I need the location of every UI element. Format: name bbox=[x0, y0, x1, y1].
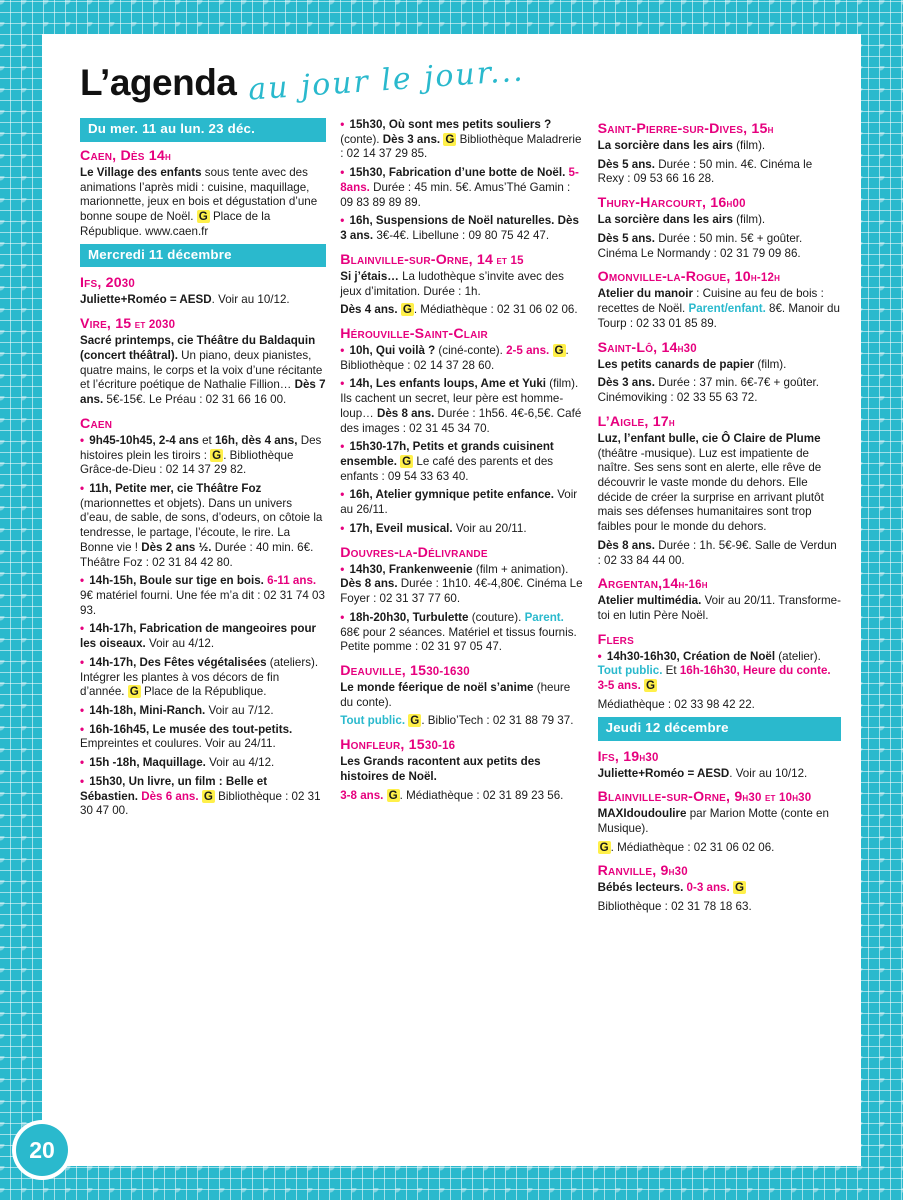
entry-petits-canards-papier bbox=[598, 358, 841, 373]
entry-sorciere-dans-les-airs-spd bbox=[598, 139, 841, 154]
entry-contact: 3€-4€. Libellune : 09 80 75 42 47. bbox=[373, 229, 550, 243]
entry-text: et bbox=[198, 433, 215, 447]
entry-title: 14h, Les enfants loups, Ame et Yuki bbox=[349, 377, 547, 391]
free-badge: G bbox=[402, 455, 412, 468]
entry-village-enfants bbox=[80, 166, 326, 240]
entry-title: Atelier du manoir bbox=[597, 287, 693, 301]
city-ifs-jeudi: Ifs, 19h30 bbox=[597, 748, 659, 765]
entry-text: (ciné-conte). bbox=[435, 343, 507, 357]
entry-petits-canards-info bbox=[598, 376, 841, 405]
entry-text: Voir au 20/11. Transforme-toi en lutin Père Noël. bbox=[597, 594, 841, 622]
entry-contact: 9€ matériel fourni. Une fée m’a dit : 02 31 74 03 93. bbox=[80, 588, 325, 617]
hour-extra: -16 bbox=[684, 579, 702, 592]
date-band-mercredi-11: Mercredi 11 décembre bbox=[80, 244, 326, 268]
entry-title: Juliette+Roméo = AESD bbox=[597, 766, 730, 780]
city-saint-pierre-sur-dives: Saint-Pierre-sur-Dives, 15h bbox=[597, 121, 774, 137]
hour-minutes: 30 bbox=[674, 866, 688, 879]
city-label: Ranville, 9 bbox=[597, 863, 669, 880]
entry-contact: Le café des parents et des enfants : 09 54 33 63 40. bbox=[340, 455, 554, 483]
entry-title: Atelier multimédia. bbox=[597, 594, 702, 608]
page-number: 20 bbox=[16, 1124, 68, 1176]
entry-petits-grands-cuisinent bbox=[340, 440, 583, 484]
free-badge: G bbox=[734, 881, 744, 895]
city-blainville-jeudi: Blainville-sur-Orne, 9h30 et 10h30 bbox=[597, 789, 812, 806]
column-3 bbox=[598, 118, 841, 1144]
city-vire bbox=[80, 315, 326, 333]
city-caen-range bbox=[80, 147, 326, 165]
entry-contact: Durée : 1h10. 4€-4,80€. Cinéma Le Foyer : 02 31 37 77 60. bbox=[340, 577, 583, 606]
entry-title-2: 16h-16h30, Heure du conte. bbox=[679, 664, 831, 678]
entry-contact: Médiathèque : 02 33 98 42 22. bbox=[597, 697, 755, 711]
entry-age: Dès 8 ans. bbox=[376, 406, 435, 420]
entry-text: par Marion Motte (conte en Musique). bbox=[597, 807, 829, 835]
entry-title: Si j’étais… bbox=[340, 269, 399, 283]
city-label: Thury-Harcourt, 16 bbox=[597, 195, 727, 212]
entry-title: Le Village des enfants bbox=[80, 165, 202, 179]
entry-time-age-2: 16h, dès 4 ans, bbox=[214, 433, 298, 447]
entry-title: MAXIdoudoulire bbox=[597, 807, 687, 821]
entry-text: Voir au 7/12. bbox=[205, 704, 274, 717]
entry-suspensions-noel bbox=[340, 214, 583, 243]
entry-mini-ranch bbox=[80, 704, 326, 719]
page-header bbox=[80, 53, 526, 108]
entry-text: Voir au 4/12. bbox=[205, 756, 275, 770]
entry-title: 14h-17h, Fabrication de mangeoires pour les oiseaux. bbox=[80, 622, 317, 651]
entry-text: (film). Ils cachent un secret, leur père est homme-loup… bbox=[340, 377, 579, 420]
entry-title: 11h, Petite mer, cie Théâtre Foz bbox=[89, 481, 262, 495]
column-1 bbox=[80, 118, 326, 1144]
entry-contact: . Médiathèque : 02 31 06 02 06. bbox=[610, 840, 775, 854]
city-label: Saint-Lô, 14 bbox=[597, 339, 678, 356]
entry-si-jetais bbox=[340, 270, 583, 299]
hour-extra: 30-16 bbox=[426, 665, 457, 678]
entry-sorciere-spd-info bbox=[598, 158, 841, 187]
city-label: Honfleur, 15 bbox=[340, 737, 425, 754]
entry-atelier-du-manoir bbox=[598, 287, 841, 331]
city-flers: Flers bbox=[597, 631, 634, 648]
entry-histoires-tiroirs bbox=[80, 434, 326, 478]
entry-title: 10h, Qui voilà ? bbox=[349, 343, 436, 357]
entry-text: (film). bbox=[754, 357, 787, 371]
entry-title: 14h30, Frankenweenie bbox=[349, 562, 473, 576]
entry-botte-de-noel bbox=[340, 166, 583, 210]
free-badge: G bbox=[212, 448, 222, 462]
entry-title: La sorcière dans les airs bbox=[597, 139, 733, 153]
city-argentan: Argentan,14h-16h bbox=[597, 576, 708, 593]
agenda-columns bbox=[80, 118, 841, 1144]
hour-minutes: 30 bbox=[162, 319, 176, 332]
entry-text: : Cuisine au feu de bois : recettes de Noël. bbox=[597, 287, 824, 316]
city-laigle: L’Aigle, 17h bbox=[597, 413, 675, 430]
entry-atelier-gymnique bbox=[340, 488, 583, 517]
entry-qui-voila bbox=[340, 344, 583, 373]
city-ifs bbox=[80, 274, 326, 292]
entry-title: Les Grands racontent aux petits des histoires de Noël. bbox=[340, 755, 541, 783]
city-label: Ifs, 20 bbox=[80, 275, 122, 292]
entry-mangeoires bbox=[80, 622, 326, 651]
entry-contact: 68€ pour 2 séances. Matériel et tissus fournis. Petite pomme : 02 31 97 05 47. bbox=[340, 625, 577, 654]
entry-atelier-multimedia bbox=[598, 594, 841, 623]
entry-contact: Durée : 1h. 5€-9€. Salle de Verdun : 02 33 84 44 00. bbox=[597, 538, 837, 567]
free-badge: G bbox=[599, 840, 609, 854]
entry-audience: Parent/enfant. bbox=[688, 302, 766, 316]
city-label: Saint-Pierre-sur-Dives, 15 bbox=[597, 121, 768, 137]
entry-text: (film + animation). bbox=[472, 562, 569, 576]
entry-age: Dès 8 ans. bbox=[597, 538, 655, 552]
entry-boule-sur-tige bbox=[80, 574, 326, 618]
entry-juliette-romeo bbox=[80, 293, 326, 308]
entry-text: . Voir au 10/12. bbox=[211, 293, 290, 307]
entry-frankenweenie bbox=[340, 563, 583, 607]
page-title: L’agenda bbox=[80, 62, 237, 103]
city-omonville-la-rogue: Omonville-la-Rogue, 10h-12h bbox=[597, 269, 781, 286]
entry-age: Dès 7 ans. bbox=[80, 378, 326, 407]
entry-sorciere-dans-les-airs-thury bbox=[598, 213, 841, 228]
entry-age: 3-8 ans. bbox=[340, 788, 384, 802]
hour-extra: -12 bbox=[756, 272, 775, 285]
column-2 bbox=[340, 118, 583, 1144]
entry-bebes-lecteurs-contact bbox=[598, 900, 841, 915]
entry-petite-mer bbox=[80, 482, 326, 570]
entry-title: 15h -18h, Maquillage. bbox=[89, 756, 206, 770]
hour-extra: 30 et 10 bbox=[748, 792, 793, 805]
entry-monde-feerique bbox=[340, 681, 583, 710]
entry-text-2: Et bbox=[662, 664, 680, 678]
entry-text: (marionnettes et objets). Dans un univers d’eau, de sable, de sons, d’odeurs, on côtoie la tendresse, le partage, l’écoute, le rire. La Bonne vie ! bbox=[80, 496, 323, 554]
entry-title: Sacré printemps, cie Théâtre du Baldaquin (concert théâtral). bbox=[80, 334, 316, 362]
entry-age: 5-8ans. bbox=[340, 166, 579, 194]
entry-maquillage bbox=[80, 756, 326, 771]
entry-creation-de-noel bbox=[598, 650, 841, 694]
entry-text-2: Des histoires plein les tiroirs : bbox=[80, 433, 322, 462]
city-label: Blainville-sur-Orne, 14 bbox=[340, 251, 494, 268]
entry-maxidoudoulire-info bbox=[598, 841, 841, 856]
hour-minutes: 30 bbox=[456, 665, 470, 678]
entry-sorciere-thury-info bbox=[598, 232, 841, 261]
entry-text: Empreintes et coulures. Voir au 24/11. bbox=[80, 737, 276, 751]
hour-minutes: 30 bbox=[683, 342, 697, 355]
entry-bebes-lecteurs bbox=[598, 881, 841, 896]
entry-contact: Bibliothèque : 02 31 30 47 00. bbox=[80, 789, 321, 818]
entry-text: Voir au 4/12. bbox=[145, 637, 215, 651]
entry-age: Dès 3 ans. bbox=[597, 376, 655, 390]
city-label: Ifs, 19 bbox=[597, 748, 640, 765]
entry-contact: Bibliothèque : 02 31 78 18 63. bbox=[597, 900, 752, 914]
entry-audience: Tout public. bbox=[597, 664, 663, 678]
city-ranville: Ranville, 9h30 bbox=[597, 863, 688, 880]
free-badge: G bbox=[445, 132, 455, 146]
hour-minutes: 00 bbox=[732, 198, 746, 211]
entry-contact: Durée : 1h56. 4€-6,5€. Café des images : 02 31 45 34 70. bbox=[340, 406, 582, 435]
entry-text: Un piano, deux pianistes, quatre mains, le corps et la voix d’une récitante et l’écriture poétique de Nathalie Fillion… bbox=[80, 348, 323, 392]
entry-title: 14h-18h, Mini-Ranch. bbox=[89, 704, 206, 717]
free-badge: G bbox=[646, 679, 656, 693]
entry-contact: . Bibliothèque Grâce-de-Dieu : 02 14 37 29 82. bbox=[80, 448, 294, 477]
city-honfleur bbox=[340, 736, 583, 754]
entry-audience: Parent. bbox=[524, 610, 564, 624]
entry-text: Voir au 20/11. bbox=[452, 521, 527, 535]
entry-maxidoudoulire bbox=[598, 807, 841, 836]
entry-title: 14h30-16h30, Création de Noël bbox=[606, 649, 776, 663]
free-badge: G bbox=[554, 343, 564, 357]
entry-text: (atelier). bbox=[775, 649, 821, 663]
free-badge: G bbox=[388, 788, 398, 802]
entry-contact: 8€. Manoir du Tourp : 02 33 01 85 89. bbox=[597, 302, 840, 330]
hour-suffix: h bbox=[164, 150, 171, 163]
entry-title: Bébés lecteurs. bbox=[597, 881, 684, 895]
entry-flers-contact bbox=[598, 698, 841, 713]
city-label: Argentan,14 bbox=[597, 576, 679, 593]
entry-contact: . Médiathèque : 02 31 06 02 06. bbox=[413, 303, 578, 317]
entry-title: Le monde féerique de noël s’anime bbox=[340, 680, 534, 694]
entry-title: 17h, Eveil musical. bbox=[349, 521, 453, 535]
city-blainville-sur-orne bbox=[340, 251, 583, 269]
entry-title: 18h-20h30, Turbulette bbox=[349, 610, 469, 624]
entry-age: Dès 3 ans. bbox=[382, 132, 441, 146]
entry-petits-souliers bbox=[340, 118, 583, 162]
entry-title: La sorcière dans les airs bbox=[597, 213, 733, 227]
entry-age: Dès 5 ans. bbox=[597, 157, 655, 171]
free-badge: G bbox=[410, 714, 420, 728]
entry-text: (ateliers). Intégrer les plantes à vos décors de fin d’année. bbox=[80, 655, 319, 699]
entry-contact: Place de la République. www.caen.fr bbox=[80, 210, 271, 238]
entry-text: (couture). bbox=[468, 610, 525, 624]
entry-text: (théâtre -musique). Luz est impatiente de naître. Ses sens sont en alerte, elle rêve de découvrir le vaste monde du dehors. Elle décide de créer la surprise en arrivant plutôt mais ses défenses humanitaires sont trop faibles pour le monde du dehors. bbox=[597, 446, 824, 534]
free-badge: G bbox=[129, 685, 139, 699]
entry-title: 15h30, Où sont mes petits souliers ? bbox=[349, 118, 552, 131]
entry-text: (film). bbox=[732, 213, 766, 227]
city-caen: Caen bbox=[80, 415, 113, 432]
entry-age: Dès 2 ans ½. bbox=[141, 540, 212, 554]
entry-title: Les petits canards de papier bbox=[597, 357, 755, 371]
entry-text: sous tente avec des animations l’après midi : cuisine, maquillage, marionnette, jeux en bois et dégustation d’une bonne soupe de Noël. bbox=[80, 165, 318, 224]
entry-contact: Durée : 50 min. 5€ + goûter. Cinéma Le Normandy : 02 31 79 09 86. bbox=[597, 231, 803, 260]
free-badge: G bbox=[402, 303, 412, 317]
entry-text: Voir au 26/11. bbox=[340, 488, 578, 517]
entry-age: Dès 6 ans. bbox=[138, 789, 199, 803]
entry-un-livre-un-film bbox=[80, 775, 326, 819]
entry-age: Dès 8 ans. bbox=[340, 577, 398, 591]
entry-contact: Durée : 37 min. 6€-7€ + goûter. Cinémoviking : 02 33 55 63 72. bbox=[597, 376, 819, 405]
entry-title: 15h30, Fabrication d’une botte de Noël. bbox=[349, 166, 566, 180]
entry-title: Juliette+Roméo = AESD bbox=[80, 293, 212, 307]
hour-minutes: 30 bbox=[645, 751, 659, 764]
entry-eveil-musical bbox=[340, 522, 583, 537]
entry-contact: Place de la République. bbox=[140, 685, 267, 699]
city-thury-harcourt: Thury-Harcourt, 16h00 bbox=[597, 195, 746, 212]
entry-age: 6-11 ans. bbox=[267, 574, 317, 588]
entry-grands-racontent bbox=[340, 755, 583, 784]
entry-age: Dès 5 ans. bbox=[597, 231, 655, 245]
hour-extra: 30-16 bbox=[424, 740, 456, 753]
entry-age: 2-5 ans. bbox=[506, 343, 550, 357]
entry-title: 14h-15h, Boule sur tige en bois. bbox=[89, 574, 264, 588]
entry-si-jetais-info bbox=[340, 303, 583, 318]
entry-contact: . Médiathèque : 02 31 89 23 56. bbox=[399, 788, 564, 802]
entry-age: 3-5 ans. bbox=[597, 679, 641, 693]
city-label: Deauville, 15 bbox=[340, 662, 427, 679]
entry-contact: Durée : 45 min. 5€. Amus’Thé Gamin : 09 83 89 89 89. bbox=[340, 180, 571, 209]
page-subtitle: au jour le jour... bbox=[247, 53, 526, 108]
entry-text: La ludothèque s’invite avec des jeux d’imitation. Durée : 1h. bbox=[340, 269, 564, 298]
entry-sacre-printemps bbox=[80, 334, 326, 408]
entry-contact: Bibliothèque Maladrerie : 02 14 37 29 85. bbox=[340, 132, 582, 161]
hour-extra: et 15 bbox=[493, 254, 524, 267]
entry-luz-info bbox=[598, 539, 841, 568]
entry-grands-racontent-info bbox=[340, 789, 583, 804]
entry-title: 15h30-17h, Petits et grands cuisinent ensemble. bbox=[340, 440, 554, 468]
date-band-range: Du mer. 11 au lun. 23 déc. bbox=[80, 118, 326, 142]
entry-title: 16h, Atelier gymnique petite enfance. bbox=[349, 488, 554, 502]
entry-turbulette bbox=[340, 611, 583, 655]
date-band-jeudi-12: Jeudi 12 décembre bbox=[598, 717, 841, 741]
entry-text: (heure du conte). bbox=[340, 680, 571, 709]
entry-fetes-vegetalisees bbox=[80, 656, 326, 700]
entry-monde-feerique-info bbox=[340, 714, 583, 729]
entry-title: 16h-16h45, Le musée des tout-petits. bbox=[89, 722, 293, 736]
hour-extra: et 20 bbox=[131, 319, 163, 332]
entry-title: 14h-17h, Des Fêtes végétalisées bbox=[89, 655, 267, 669]
entry-title: Luz, l’enfant bulle, cie Ô Claire de Plume bbox=[597, 431, 821, 445]
city-label: L’Aigle, 17 bbox=[597, 413, 669, 430]
entry-text: (conte). bbox=[340, 132, 383, 146]
free-badge: G bbox=[198, 210, 208, 224]
city-herouville-saint-clair: Hérouville-Saint-Clair bbox=[340, 325, 488, 342]
hour-minutes: 30 bbox=[121, 278, 135, 291]
entry-contact: . Biblio’Tech : 02 31 88 79 37. bbox=[421, 714, 574, 728]
city-label: Blainville-sur-Orne, 9 bbox=[597, 789, 743, 806]
entry-time-age: 9h45-10h45, 2-4 ans bbox=[89, 433, 199, 447]
city-label: Vire, 15 bbox=[80, 316, 132, 333]
entry-enfants-loups bbox=[340, 377, 583, 436]
entry-luz-enfant-bulle bbox=[598, 432, 841, 535]
entry-contact: 5€-15€. Le Préau : 02 31 66 16 00. bbox=[103, 393, 287, 407]
city-saint-lo: Saint-Lô, 14h30 bbox=[597, 339, 697, 356]
city-label: Omonville-la-Rogue, 10 bbox=[597, 269, 751, 286]
entry-text: . Voir au 10/12. bbox=[729, 766, 808, 780]
entry-contact: . Bibliothèque : 02 14 37 28 60. bbox=[340, 343, 569, 372]
city-label: Caen, Dès 14 bbox=[80, 147, 165, 164]
entry-text: (film). bbox=[732, 139, 766, 153]
entry-title: 15h30, Un livre, un film : Belle et Sébastien. bbox=[80, 774, 268, 803]
entry-contact: Durée : 40 min. 6€. Théâtre Foz : 02 31 84 42 80. bbox=[80, 540, 314, 569]
entry-title: 16h, Suspensions de Noël naturelles. Dès 3 ans. bbox=[340, 214, 579, 243]
city-douvres-la-delivrande: Douvres-la-Délivrande bbox=[340, 544, 488, 561]
city-deauville bbox=[340, 662, 583, 680]
hour-minutes: 30 bbox=[798, 792, 812, 805]
free-badge: G bbox=[203, 789, 213, 803]
entry-age: 0-3 ans. bbox=[683, 881, 730, 895]
entry-age: Dès 4 ans. bbox=[340, 303, 398, 317]
entry-musee-tout-petits bbox=[80, 723, 326, 752]
entry-juliette-romeo-jeudi bbox=[598, 767, 841, 782]
entry-audience: Tout public. bbox=[340, 714, 406, 728]
entry-contact: Durée : 50 min. 4€. Cinéma le Rexy : 09 53 66 16 28. bbox=[597, 157, 813, 186]
